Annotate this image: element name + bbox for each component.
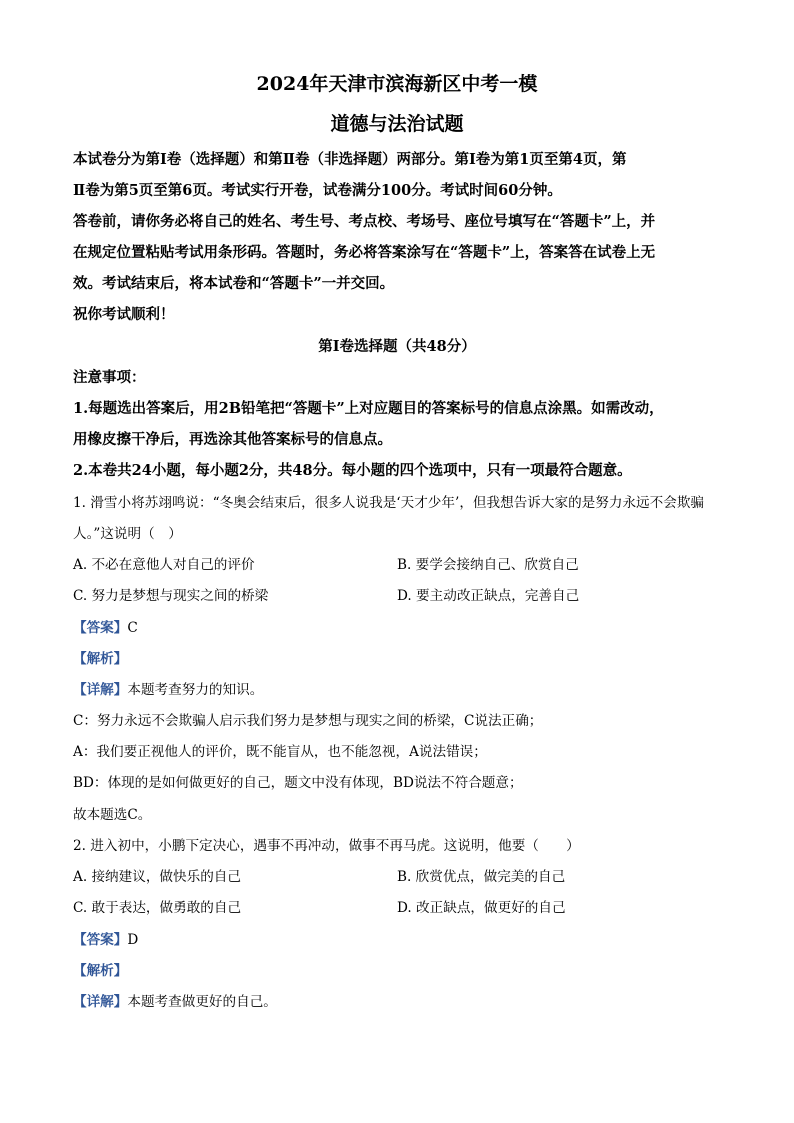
section-title: 第Ⅰ卷选择题（共48分） <box>318 338 476 355</box>
question-1-option-d: D. 要主动改正缺点，完善自己 <box>397 588 580 604</box>
question-1-analysis <box>73 649 734 669</box>
question-1-detail <box>73 680 734 700</box>
intro-line: 在规定位置粘贴考试用条形码。答题时，务必将答案涂写在“答题卡”上，答案答在试卷上无 <box>73 244 656 261</box>
question-1-stem: 1. 滑雪小将苏翊鸣说：“冬奥会结束后，很多人说我是‘天才少年’，但我想告诉大家的是努力永远不会欺骗 <box>73 495 705 511</box>
question-2-option-c: C. 敢于表达，做勇敢的自己 <box>73 900 242 916</box>
question-2-answer <box>73 930 734 950</box>
question-1-explain: BD：体现的是如何做更好的自己，题文中没有体现，BD说法不符合题意； <box>73 775 523 791</box>
question-2-detail <box>73 992 734 1012</box>
notice-line: 用橡皮擦干净后，再选涂其他答案标号的信息点。 <box>73 431 392 448</box>
good-luck-line: 祝你考试顺利！ <box>73 306 175 323</box>
notice-heading: 注意事项： <box>73 369 146 386</box>
question-1-stem: 人。”这说明（ ） <box>73 526 182 542</box>
question-2-option-d: D. 改正缺点，做更好的自己 <box>397 900 566 916</box>
analysis-label: 【解析】 <box>73 651 128 667</box>
notice-line: 2.本卷共24小题，每小题2分，共48分。每小题的四个选项中，只有一项最符合题意。 <box>73 462 632 479</box>
detail-text: 本题考查做更好的自己。 <box>127 994 277 1010</box>
question-2-option-b: B. 欣赏优点，做完美的自己 <box>397 869 566 885</box>
question-2-option-a: A. 接纳建议，做快乐的自己 <box>73 869 241 885</box>
question-1-explain: A：我们要正视他人的评价，既不能盲从，也不能忽视，A说法错误； <box>73 744 487 760</box>
intro-line: 本试卷分为第Ⅰ卷（选择题）和第Ⅱ卷（非选择题）两部分。第Ⅰ卷为第1页至第4页，第 <box>73 151 627 168</box>
detail-label: 【详解】 <box>73 994 128 1010</box>
answer-value: C <box>127 620 138 636</box>
intro-line: 效。考试结束后，将本试卷和“答题卡”一并交回。 <box>73 275 395 292</box>
answer-label: 【答案】 <box>73 932 128 948</box>
question-1-answer <box>73 618 734 638</box>
question-1-option-b: B. 要学会接纳自己、欣赏自己 <box>397 557 579 573</box>
answer-value: D <box>127 932 139 948</box>
detail-text: 本题考查努力的知识。 <box>127 682 264 698</box>
analysis-label: 【解析】 <box>73 963 128 979</box>
question-1-option-c: C. 努力是梦想与现实之间的桥梁 <box>73 588 269 604</box>
question-2-analysis <box>73 961 734 981</box>
notice-line: 1.每题选出答案后，用2B铅笔把“答题卡”上对应题目的答案标号的信息点涂黑。如需改动， <box>73 400 664 417</box>
question-1-option-a: A. 不必在意他人对自己的评价 <box>73 557 255 573</box>
question-1-explain: 故本题选C。 <box>73 807 152 823</box>
document-subtitle: 道德与法治试题 <box>330 113 464 135</box>
question-2-stem: 2. 进入初中，小鹏下定决心，遇事不再冲动，做事不再马虎。这说明，他要（ ） <box>73 838 580 854</box>
document-title: 2024年天津市滨海新区中考一模 <box>256 73 538 95</box>
question-1-explain: C：努力永远不会欺骗人启示我们努力是梦想与现实之间的桥梁，C说法正确； <box>73 713 543 729</box>
intro-line: Ⅱ卷为第5页至第6页。考试实行开卷，试卷满分100分。考试时间60分钟。 <box>73 182 562 199</box>
intro-line: 答卷前，请你务必将自己的姓名、考生号、考点校、考场号、座位号填写在“答题卡”上，并 <box>73 213 656 230</box>
detail-label: 【详解】 <box>73 682 128 698</box>
answer-label: 【答案】 <box>73 620 128 636</box>
